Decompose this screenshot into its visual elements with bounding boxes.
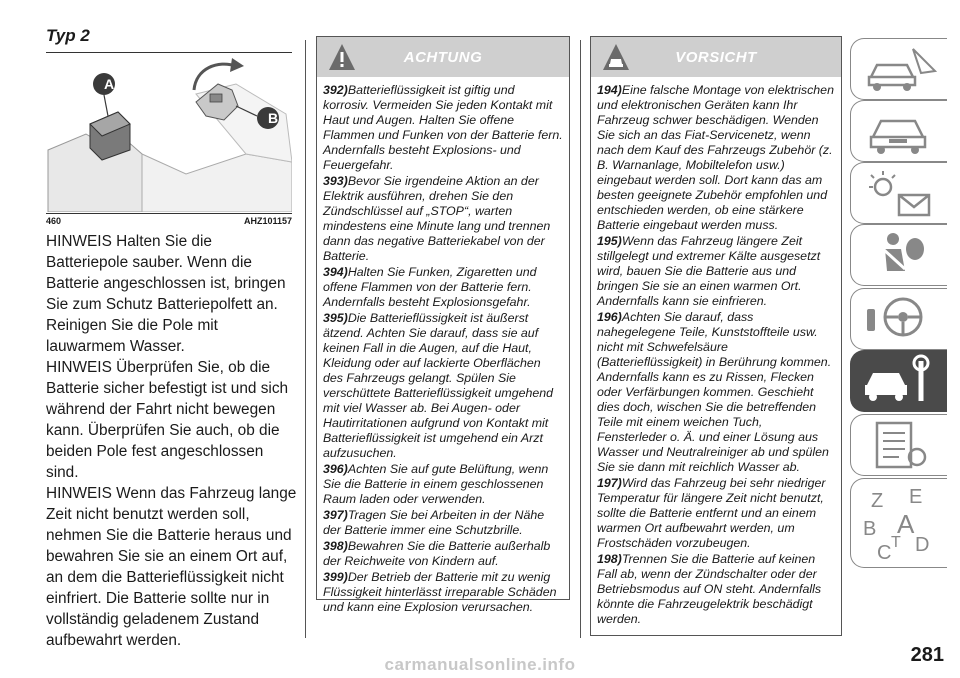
item-number: 393) bbox=[323, 174, 348, 188]
list-item bbox=[323, 83, 563, 173]
paragraph: HINWEIS Wenn das Fahrzeug lange Zeit nicht benutzt werden soll, nehmen Sie die Batterie heraus und bewahren Sie sie an einem Ort auf, an dem die Batterieflüssigkeit nicht einfriert. Die Batterie sollte nur in vollständig geladenem Zustand aufbewahrt werden. bbox=[46, 485, 297, 649]
item-text: Die Batterieflüssigkeit ist äußerst ätzend. Achten Sie darauf, dass sie auf keinen Fall in die Augen, auf die Haut, Kleidung oder auf lackierte Oberflächen des Fahrzeugs gelangt. Spülen Sie verschüttete Batterieflüssigkeit umgehend mit viel Wasser ab. Bei Augen- oder Hautirritationen aufgrund von Kontakt mit Batterieflüssigkeit ist umgehend ein Arzt aufzusuchen. bbox=[323, 311, 554, 460]
list-item bbox=[323, 174, 563, 264]
caution-box bbox=[590, 36, 842, 636]
watermark: carmanualsonline.info bbox=[384, 655, 576, 674]
item-number: 392) bbox=[323, 83, 348, 97]
item-number: 395) bbox=[323, 311, 348, 325]
index-letter: Z bbox=[871, 490, 884, 512]
paragraph: HINWEIS Halten Sie die Batteriepole sauber. Wenn die Batterie angeschlossen ist, bringen Sie zum Schutz Batteriepolfett an. Reinigen Sie die Pole mit lauwarmem Wasser. bbox=[46, 233, 286, 355]
list-item bbox=[597, 310, 835, 475]
index-letter: B bbox=[863, 518, 877, 540]
warning-list bbox=[317, 77, 569, 620]
item-text: Batterieflüssigkeit ist giftig und korrosiv. Vermeiden Sie jeden Kontakt mit Haut und Augen. Halten Sie offene Flammen und Funken von der Batterie fern. Andernfalls besteht Explosions- und Feuergefahr. bbox=[323, 83, 563, 172]
caution-title: VORSICHT bbox=[675, 49, 757, 66]
list-item bbox=[597, 476, 835, 551]
item-number: 396) bbox=[323, 462, 348, 476]
figure-rule bbox=[46, 213, 292, 214]
item-number: 397) bbox=[323, 508, 348, 522]
battery-illustration bbox=[46, 54, 292, 212]
column-divider bbox=[305, 40, 306, 638]
alphabetical-index-icon bbox=[859, 481, 939, 565]
callout-b: B bbox=[267, 110, 279, 126]
warning-box-header bbox=[317, 37, 569, 77]
item-text: Bevor Sie irgendeine Aktion an der Elektrik ausführen, drehen Sie den Zündschlüssel auf „STOP“, warten mindestens eine Minute lang und trennen dann das negative Batteriekabel von der Batterie. bbox=[323, 174, 551, 263]
item-text: Tragen Sie bei Arbeiten in der Nähe der Batterie immer eine Schutzbrille. bbox=[323, 508, 545, 537]
seatbelt-airbag-icon bbox=[859, 227, 939, 283]
car-wrench-icon bbox=[859, 353, 939, 409]
item-number: 399) bbox=[323, 570, 348, 584]
item-number: 398) bbox=[323, 539, 348, 553]
list-item bbox=[323, 265, 563, 310]
index-letter: C bbox=[877, 542, 892, 564]
tab-car-wrench[interactable] bbox=[850, 350, 947, 412]
figure-number: 460 bbox=[46, 216, 62, 226]
item-number: 198) bbox=[597, 552, 622, 566]
item-number: 196) bbox=[597, 310, 622, 324]
list-item bbox=[323, 462, 563, 507]
technical-data-icon bbox=[859, 417, 939, 473]
list-item bbox=[323, 570, 563, 615]
item-number: 194) bbox=[597, 83, 622, 97]
item-number: 394) bbox=[323, 265, 348, 279]
paragraph: HINWEIS Überprüfen Sie, ob die Batterie sicher befestigt ist und sich während der Fahrt nicht bewegen kann. Überprüfen Sie auch, ob die beiden Pole fest angeschlossen sind. bbox=[46, 359, 289, 481]
list-item bbox=[323, 539, 563, 569]
item-text: Bewahren Sie die Batterie außerhalb der Reichweite von Kindern auf. bbox=[323, 539, 551, 568]
list-item bbox=[323, 311, 563, 461]
item-text: Achten Sie darauf, dass nahegelegene Teile, Kunststoffteile usw. nicht mit Schwefelsäure (Batterieflüssigkeit) in Berührung kommen. Andernfalls kann es zu Rissen, Flecken oder Verfärbungen kommen. Geschieht dies doch, wischen Sie die betreffenden Teile mit einem weichen Tuch, Fensterleder o. Ä. und einer Lösung aus Wasser und Neutralreiniger ab und spülen Sie sie dann mit reichlich Wasser ab. bbox=[597, 310, 832, 474]
list-item bbox=[323, 508, 563, 538]
divider bbox=[46, 52, 292, 53]
item-text: Eine falsche Montage von elektrischen und elektronischen Geräten kann Ihr Fahrzeug schwer beschädigen. Wenden Sie sich an das Fiat-Servicenetz, wenn nach dem Kauf des Fahrzeugs Zubehör (z. B. Warnanlage, Mobiltelefon usw.) eingebaut werden soll. Dort kann das am besten geeignete Zubehör empfohlen und entschieden werden, ob eine stärkere Batterie eingebaut werden muss. bbox=[597, 83, 834, 232]
index-letter: T bbox=[891, 534, 901, 551]
list-item bbox=[597, 552, 835, 627]
body-text bbox=[46, 231, 298, 651]
car-info-icon bbox=[859, 41, 939, 97]
warning-lights-icon bbox=[859, 165, 939, 221]
column-divider bbox=[580, 40, 581, 638]
page-number: 281 bbox=[910, 644, 944, 666]
item-text: Halten Sie Funken, Zigaretten und offene Flammen von der Batterie fern. Andernfalls besteht Explosionsgefahr. bbox=[323, 265, 537, 309]
section-heading: Typ 2 bbox=[46, 26, 90, 45]
warning-title: ACHTUNG bbox=[403, 49, 483, 66]
item-text: Achten Sie auf gute Belüftung, wenn Sie die Batterie in einem geschlossenen Raum laden oder verwenden. bbox=[323, 462, 549, 506]
tab-seatbelt-airbag[interactable] bbox=[850, 224, 947, 286]
index-letter: D bbox=[915, 534, 930, 556]
item-text: Wird das Fahrzeug bei sehr niedriger Temperatur für längere Zeit nicht benutzt, sollte die Batterie entfernt und an einem warmen Ort aufbewahrt werden, um Frostschäden vorzubeugen. bbox=[597, 476, 826, 550]
list-item bbox=[597, 234, 835, 309]
tab-warning-lights[interactable] bbox=[850, 162, 947, 224]
item-number: 195) bbox=[597, 234, 622, 248]
tab-technical-data[interactable] bbox=[850, 414, 947, 476]
tab-steering-key[interactable] bbox=[850, 288, 947, 350]
item-text: Der Betrieb der Batterie mit zu wenig Flüssigkeit hinterlässt irreparable Schäden und kann eine Explosion verursachen. bbox=[323, 570, 557, 614]
item-text: Wenn das Fahrzeug längere Zeit stillgelegt und extremer Kälte ausgesetzt wird, bauen Sie die Batterie aus und bringen Sie sie an einen warmen Ort. Andernfalls kann sie einfrieren. bbox=[597, 234, 821, 308]
car-dashboard-icon bbox=[859, 103, 939, 159]
caution-box-header bbox=[591, 37, 841, 77]
index-letter: A bbox=[897, 509, 915, 539]
item-number: 197) bbox=[597, 476, 622, 490]
tab-car-dashboard[interactable] bbox=[850, 100, 947, 162]
warning-box bbox=[316, 36, 570, 614]
callout-a: A bbox=[103, 76, 115, 92]
steering-wheel-key-icon bbox=[859, 291, 939, 347]
index-letter: E bbox=[909, 486, 923, 508]
list-item bbox=[597, 83, 835, 233]
tab-car-info[interactable] bbox=[850, 38, 947, 100]
tab-alphabetical-index[interactable] bbox=[850, 478, 947, 568]
item-text: Trennen Sie die Batterie auf keinen Fall ab, wenn der Zündschalter oder der Betriebsmodus auf ON steht. Andernfalls könnte die Fahrzeugelektrik beschädigt werden. bbox=[597, 552, 822, 626]
caution-list bbox=[591, 77, 841, 632]
figure-code: AHZ101157 bbox=[243, 216, 292, 226]
